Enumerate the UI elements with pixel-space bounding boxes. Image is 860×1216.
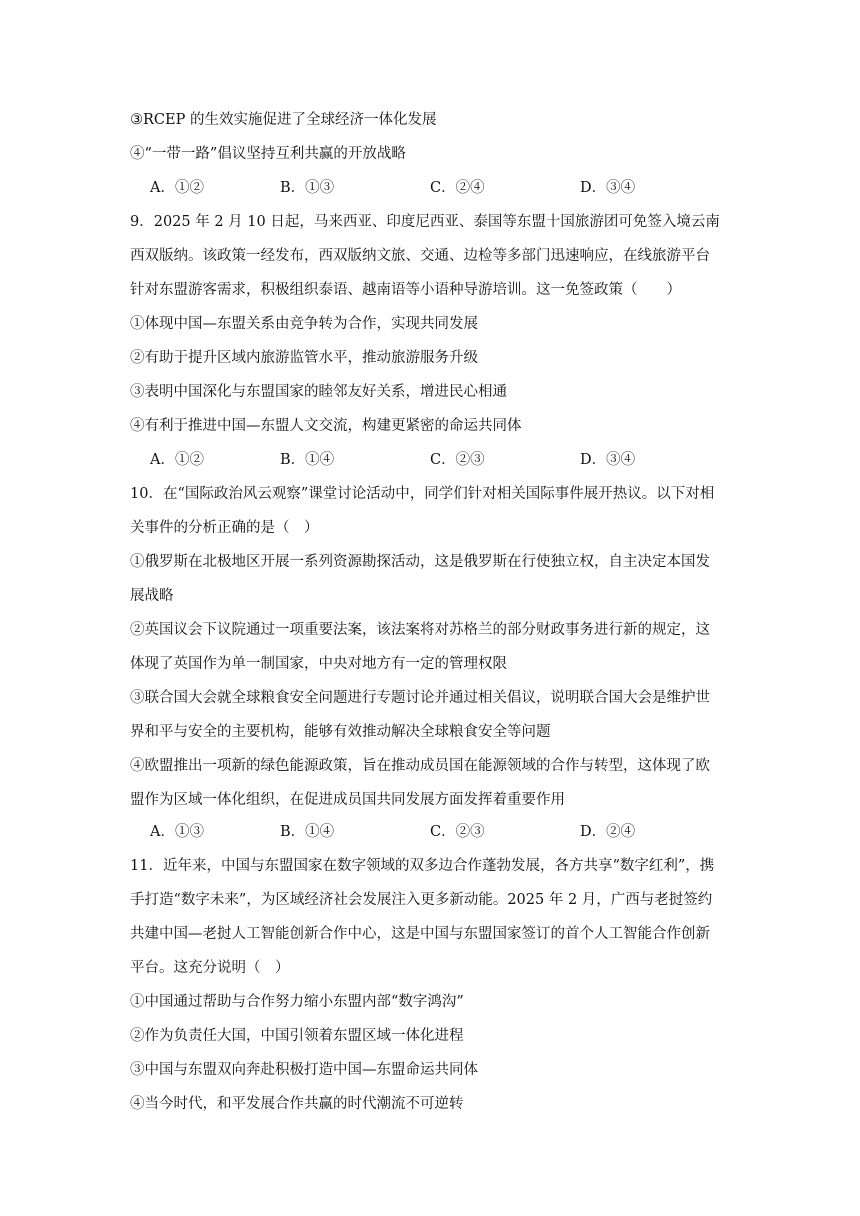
q11-item-4: ④当今时代，和平发展合作共赢的时代潮流不可逆转 — [130, 1096, 464, 1112]
q10-item-1-line-2: 展战略 — [130, 588, 174, 604]
q10-item-1-line-1: ①俄罗斯在北极地区开展一系列资源勘探活动，这是俄罗斯在行使独立权，自主决定本国发 — [130, 554, 710, 570]
q9-choice-c: C．②③ — [430, 452, 485, 468]
q10-stem-line-1: 10．在“国际政治风云观察”课堂讨论活动中，同学们针对相关国际事件展开热议。以下对相 — [130, 486, 715, 502]
q10-choice-b: B．①④ — [280, 824, 335, 840]
q10-item-4-line-1: ④欧盟推出一项新的绿色能源政策，旨在推动成员国在能源领域的合作与转型，这体现了欧 — [130, 758, 710, 774]
q10-item-3-line-2: 界和平与安全的主要机构，能够有效推动解决全球粮食安全等问题 — [130, 724, 551, 740]
q8-option-item-4: ④“一带一路”倡议坚持互利共赢的开放战略 — [130, 146, 406, 162]
q9-item-1: ①体现中国—东盟关系由竞争转为合作，实现共同发展 — [130, 316, 478, 332]
q10-item-4-line-2: 盟作为区域一体化组织，在促进成员国共同发展方面发挥着重要作用 — [130, 792, 565, 808]
q9-item-3: ③表明中国深化与东盟国家的睦邻友好关系，增进民心相通 — [130, 384, 507, 400]
q10-choice-d: D．②④ — [580, 824, 636, 840]
q9-choice-b: B．①④ — [280, 452, 335, 468]
q8-choice-a: A．①② — [150, 180, 204, 196]
q10-item-2-line-1: ②英国议会下议院通过一项重要法案，该法案将对苏格兰的部分财政事务进行新的规定，这 — [130, 622, 710, 638]
q11-item-3: ③中国与东盟双向奔赴积极打造中国—东盟命运共同体 — [130, 1062, 478, 1078]
q11-stem-line-2: 手打造“数字未来”，为区域经济社会发展注入更多新动能。2025 年 2 月，广西与老挝签约 — [130, 892, 713, 908]
q8-choice-c: C．②④ — [430, 180, 485, 196]
q9-stem-line-2: 西双版纳。该政策一经发布，西双版纳文旅、交通、边检等多部门迅速响应，在线旅游平台 — [130, 248, 710, 264]
q11-item-2: ②作为负责任大国，中国引领着东盟区域一体化进程 — [130, 1028, 464, 1044]
q9-stem-line-3: 针对东盟游客需求，积极组织泰语、越南语等小语种导游培训。这一免签政策（ ） — [130, 282, 681, 298]
q8-option-item-3: ③RCEP 的生效实施促进了全球经济一体化发展 — [130, 112, 437, 128]
q11-stem-line-4: 平台。这充分说明（ ） — [130, 960, 290, 976]
q10-choice-a: A．①③ — [150, 824, 204, 840]
q10-item-3-line-1: ③联合国大会就全球粮食安全问题进行专题讨论并通过相关倡议，说明联合国大会是维护世 — [130, 690, 710, 706]
q9-item-2: ②有助于提升区域内旅游监管水平，推动旅游服务升级 — [130, 350, 478, 366]
q8-choice-b: B．①③ — [280, 180, 335, 196]
q10-choice-c: C．②③ — [430, 824, 485, 840]
q9-choice-d: D．③④ — [580, 452, 636, 468]
q10-stem-line-2: 关事件的分析正确的是（ ） — [130, 520, 319, 536]
q9-item-4: ④有利于推进中国—东盟人文交流，构建更紧密的命运共同体 — [130, 418, 522, 434]
q10-item-2-line-2: 体现了英国作为单一制国家，中央对地方有一定的管理权限 — [130, 656, 507, 672]
q11-stem-line-1: 11．近年来，中国与东盟国家在数字领域的双多边合作蓬勃发展，各方共享“数字红利”，携 — [130, 858, 715, 874]
q11-item-1: ①中国通过帮助与合作努力缩小东盟内部“数字鸿沟” — [130, 994, 464, 1010]
q8-choice-d: D．③④ — [580, 180, 636, 196]
q9-stem-line-1: 9．2025 年 2 月 10 日起，马来西亚、印度尼西亚、泰国等东盟十国旅游团可免签入境云南 — [130, 214, 720, 230]
q11-stem-line-3: 共建中国—老挝人工智能创新合作中心，这是中国与东盟国家签订的首个人工智能合作创新 — [130, 926, 710, 942]
q9-choice-a: A．①② — [150, 452, 204, 468]
